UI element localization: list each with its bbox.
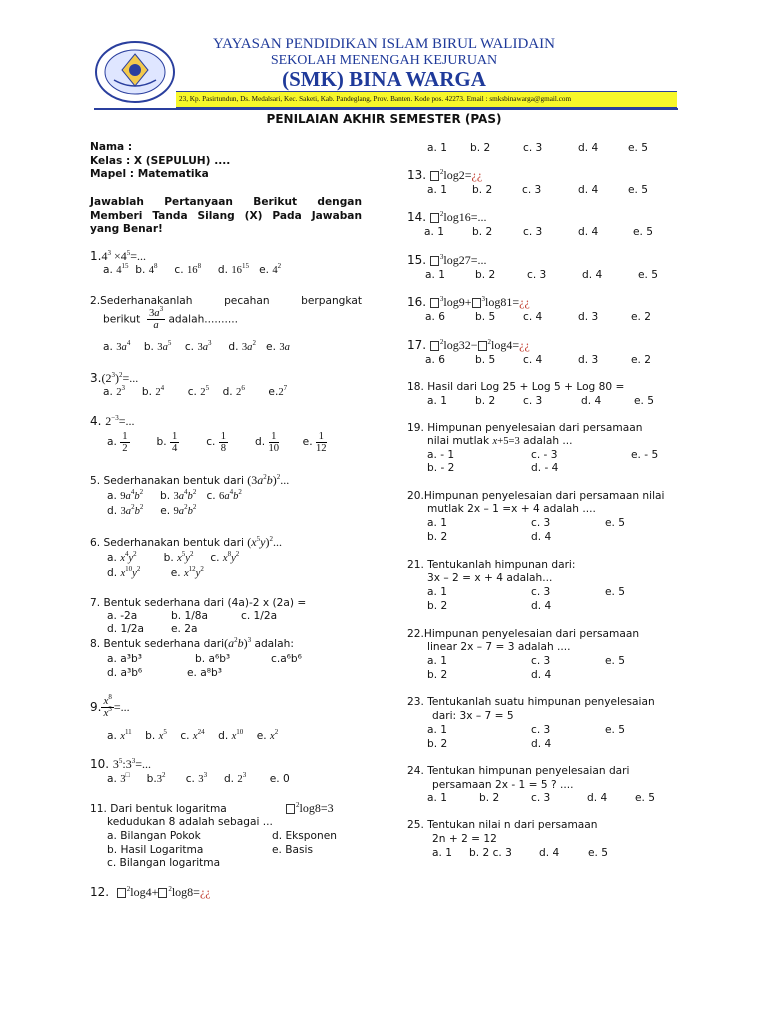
question-9-options: a. $x^{11}$ b. $x^5$ c. $x^{24}$ d. $x^{10}$ e. $x^2$ — [107, 728, 279, 742]
question-2: 2.Sederhanakanlah pecahan berpangkat — [90, 295, 362, 307]
question-11-options-row1: a. Bilangan Pokok d. Eksponen — [107, 830, 337, 842]
header-divider — [94, 108, 678, 110]
question-11-stem2: kedudukan 8 adalah sebagai ... — [107, 816, 273, 828]
question-15: 15. $^3$log27=... — [407, 253, 487, 267]
question-24-stem2: persamaan 2x - 1 = 5 ? .... — [432, 779, 574, 791]
question-22: 22.Himpunan penyelesaian dari persamaan — [407, 628, 640, 640]
question-6-options-row1: a. $x^4y^2$ b. $x^5y^2$ c. $x^8y^2$ — [107, 550, 240, 564]
question-14-options: a. 1 b. 2 c. 3 d. 4 e. 5 — [424, 226, 653, 238]
question-1: $1.4^3 \times 4^5=$... — [90, 249, 147, 263]
question-23-options-row2: b. 2 d. 4 — [427, 738, 552, 750]
question-25-stem2: 2n + 2 = 12 — [432, 833, 497, 845]
school-name: (SMK) BINA WARGA — [282, 67, 486, 91]
question-6: 6. Sederhanakan bentuk dari $(x^5y)^2$... — [90, 535, 282, 549]
question-5-options-row1: a. $9a^4b^2$ b. $3a^4b^2$ c. $6a^4b^2$ — [107, 488, 242, 502]
placeholder-box-icon — [430, 171, 439, 181]
question-10: 10. $3^5:3^3=$... — [90, 757, 152, 771]
placeholder-box-icon — [286, 804, 295, 814]
question-12-options: a. 1 b. 2 c. 3 d. 4 e. 5 — [427, 142, 648, 154]
school-level: SEKOLAH MENENGAH KEJURUAN — [270, 53, 498, 68]
question-9: 9. $\frac{x^8}{x^3}$ =... — [90, 693, 130, 719]
question-17: 17. $^2$log32− $^2$log4=¿¿ — [407, 338, 530, 352]
question-3-options: a. $2^3$ b. $2^4$ c. $2^5$ d. $2^6$ $e.2^7$ — [103, 384, 288, 398]
placeholder-box-icon — [430, 341, 439, 351]
question-8-options-row1: a. a³b³ b. a⁶b³ c.a⁶b⁶ — [107, 653, 302, 665]
placeholder-box-icon — [158, 888, 167, 898]
question-20-stem2: mutlak 2x – 1 =x + 4 adalah .... — [427, 503, 596, 515]
placeholder-box-icon — [478, 341, 487, 351]
question-25-options: a. 1 b. 2 c. 3 d. 4 e. 5 — [432, 847, 608, 859]
question-13-options: a. 1 b. 2 c. 3 d. 4 e. 5 — [427, 184, 648, 196]
question-21-options-row1: a. 1 c. 3 e. 5 — [427, 586, 625, 598]
question-8: 8. Bentuk sederhana $dari(a^2b)^3$ adalah: — [90, 636, 294, 650]
instruction: Jawablah Pertanyaan Berikut dengan Memberi Tanda Silang (X) Pada Jawaban yang Benar! — [90, 196, 362, 235]
question-20-options-row1: a. 1 c. 3 e. 5 — [427, 517, 625, 529]
question-13: 13. $^2$log2=¿¿ — [407, 168, 483, 182]
question-21-stem2: 3x – 2 = x + 4 adalah... — [427, 572, 553, 584]
question-19: 19. Himpunan penyelesaian dari persamaan — [407, 422, 643, 434]
placeholder-box-icon — [472, 298, 481, 308]
question-6-options-row2: d. $x^{10}y^2$ e. $x^{12}y^2$ — [107, 565, 204, 579]
placeholder-box-icon — [117, 888, 126, 898]
question-23-stem2: dari: 3x – 7 = 5 — [432, 710, 514, 722]
address-bar — [176, 91, 677, 108]
question-19-stem2: nilai mutlak x+5=3 adalah ... — [427, 435, 573, 447]
question-14: 14. $^2$log16=... — [407, 210, 487, 224]
question-7-options-row2: d. 1/2a e. 2a — [107, 623, 198, 635]
placeholder-box-icon — [430, 298, 439, 308]
class-field: Kelas : X (SEPULUH) .... — [90, 155, 231, 167]
question-5: 5. Sederhanakan bentuk dari $(3a^2b)^2$... — [90, 473, 290, 487]
question-24-options: a. 1 b. 2 c. 3 d. 4 e. 5 — [427, 792, 655, 804]
question-24: 24. Tentukan himpunan penyelesaian dari — [407, 765, 630, 777]
placeholder-box-icon — [430, 213, 439, 223]
question-16: 16. $^3$log9+ $^3$log81=¿¿ — [407, 295, 530, 309]
foundation-name: YAYASAN PENDIDIKAN ISLAM BIRUL WALIDAIN — [213, 36, 555, 52]
question-5-options-row2: d. $3a^2b^2$ e. $9a^2b^2$ — [107, 503, 197, 517]
question-19-options-row2: b. - 2 d. - 4 — [427, 462, 559, 474]
question-4-options: a. $\frac{1}{2}$ b. $\frac{1}{4}$ c. $\frac{1}{8}$ d. $\frac{1}{10}$ e. $\frac{1}{12}$ — [107, 430, 327, 454]
question-18: 18. Hasil dari Log 25 + Log 5 + Log 80 = — [407, 381, 625, 393]
question-23: 23. Tentukanlah suatu himpunan penyelesaian — [407, 696, 655, 708]
question-15-options: a. 1 b. 2 c. 3 d. 4 e. 5 — [425, 269, 658, 281]
question-11: 11. Dari bentuk logaritma $^2$log8=3 — [90, 801, 334, 815]
question-8-options-row2: d. a³b⁶ e. a⁸b³ — [107, 667, 222, 679]
question-7-options-row1: a. -2a b. 1/8a c. 1/2a — [107, 610, 278, 622]
question-2-stem2: berikut $\frac{3a^3}{a}$ adalah.......... — [103, 305, 238, 331]
name-field: Nama : — [90, 141, 133, 153]
question-20: 20.Himpunan penyelesaian dari persamaan nilai — [407, 490, 665, 502]
question-22-stem2: linear 2x – 7 = 3 adalah .... — [427, 641, 571, 653]
question-4: 4. $2^{-3}=$... — [90, 414, 135, 428]
question-17-options: a. 6 b. 5 c. 4 d. 3 e. 2 — [425, 354, 651, 366]
question-12: 12. $^2$log4+ $^2$log8=¿¿ — [90, 885, 211, 899]
address-text: 23, Kp. Pasirtundun, Ds. Medalsari, Kec. Saketi, Kab. Pandeglang, Prov. Banten. Kode pos. 42273. Email : smksbinawarga@gmail.com — [179, 95, 572, 103]
subject-field: Mapel : Matematika — [90, 168, 209, 180]
question-10-options: a. 3□ $b.3^2$ c. $3^3$ d. $2^3$ e. 0 — [107, 771, 290, 785]
question-11-options-row2: b. Hasil Logaritma e. Basis — [107, 844, 313, 856]
question-7: 7. Bentuk sederhana dari (4a)-2 x (2a) = — [90, 597, 307, 609]
question-23-options-row1: a. 1 c. 3 e. 5 — [427, 724, 625, 736]
question-16-options: a. 6 b. 5 c. 4 d. 3 e. 2 — [425, 311, 651, 323]
question-22-options-row2: b. 2 d. 4 — [427, 669, 552, 681]
question-21-options-row2: b. 2 d. 4 — [427, 600, 552, 612]
question-1-options: a. $4^{15}$ b. $4^8$ c. $16^8$ d. $16^{15}$ e. $4^2$ — [103, 262, 282, 276]
question-3: $3.(2^3)^2=$... — [90, 371, 139, 385]
placeholder-box-icon — [430, 256, 439, 266]
question-20-options-row2: b. 2 d. 4 — [427, 531, 552, 543]
question-22-options-row1: a. 1 c. 3 e. 5 — [427, 655, 625, 667]
question-11-options-row3: c. Bilangan logaritma — [107, 857, 221, 869]
question-19-options-row1: a. - 1 c. - 3 e. - 5 — [427, 449, 659, 461]
question-25: 25. Tentukan nilai n dari persamaan — [407, 819, 598, 831]
question-21: 21. Tentukanlah himpunan dari: — [407, 559, 576, 571]
question-2-options: a. $3a^4$ b. $3a^5$ c. $3a^3$ d. $3a^2$ e. 3a — [103, 339, 290, 353]
exam-title: PENILAIAN AKHIR SEMESTER (PAS) — [266, 112, 502, 126]
question-18-options: a. 1 b. 2 c. 3 d. 4 e. 5 — [427, 395, 654, 407]
